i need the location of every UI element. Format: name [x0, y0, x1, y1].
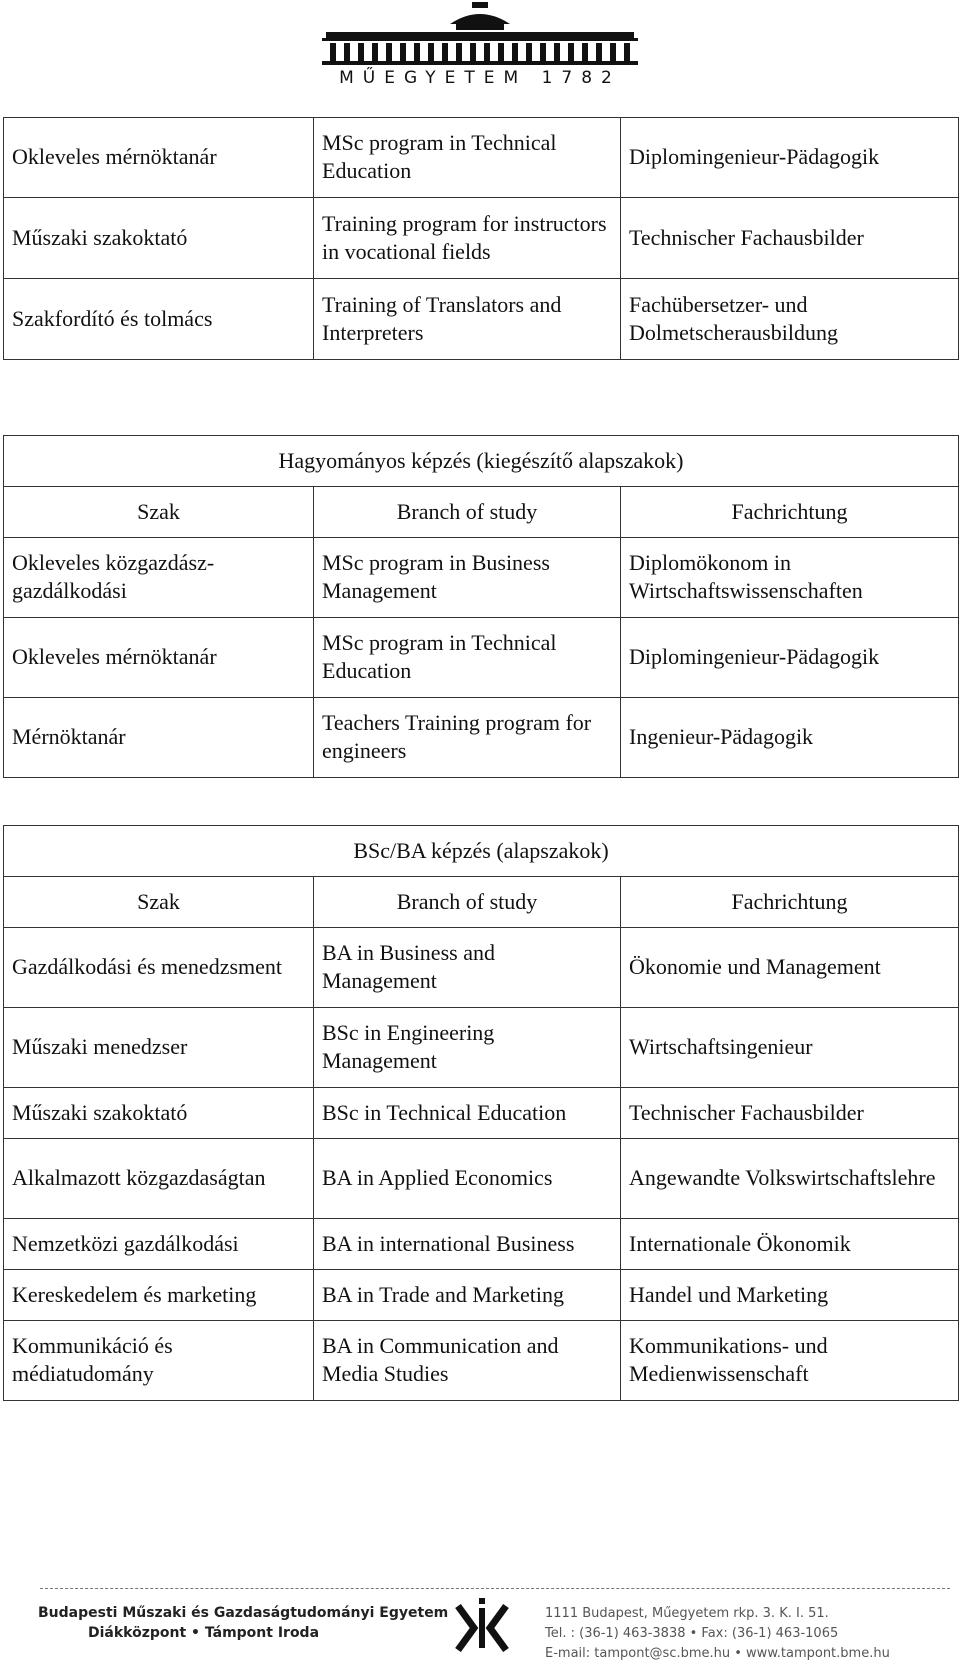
- header-fachrichtung: Fachrichtung: [621, 877, 959, 928]
- footer-contact: [545, 1604, 890, 1664]
- section-title: Hagyományos képzés (kiegészítő alapszakok): [4, 436, 959, 487]
- cell-branch: MSc program in Technical Education: [314, 618, 621, 698]
- cell-szak: Műszaki szakoktató: [4, 198, 314, 279]
- header-szak: Szak: [4, 487, 314, 538]
- header-branch: Branch of study: [314, 487, 621, 538]
- cell-szak: Alkalmazott közgazdaságtan: [4, 1139, 314, 1219]
- cell-fachrichtung: Diplomingenieur-Pädagogik: [621, 118, 959, 198]
- cell-fachrichtung: Ingenieur-Pädagogik: [621, 698, 959, 778]
- table-row: [4, 198, 959, 279]
- footer-university-name: Budapesti Műszaki és Gazdaságtudományi Egyetem: [38, 1605, 449, 1621]
- cell-fachrichtung: Handel und Marketing: [621, 1270, 959, 1321]
- cell-fachrichtung: Kommunikations- und Medienwissenschaft: [621, 1321, 959, 1401]
- cell-branch: BA in Trade and Marketing: [314, 1270, 621, 1321]
- cell-branch: BA in Communication and Media Studies: [314, 1321, 621, 1401]
- cell-szak: Mérnöktanár: [4, 698, 314, 778]
- footer-institution: [38, 1603, 448, 1643]
- cell-fachrichtung: Fachübersetzer- und Dolmetscherausbildung: [621, 279, 959, 360]
- cell-szak: Gazdálkodási és menedzsment: [4, 928, 314, 1008]
- cell-szak: Szakfordító és tolmács: [4, 279, 314, 360]
- footer-divider: [40, 1588, 950, 1589]
- cell-szak: Műszaki szakoktató: [4, 1088, 314, 1139]
- cell-fachrichtung: Technischer Fachausbilder: [621, 1088, 959, 1139]
- cell-branch: Teachers Training program for engineers: [314, 698, 621, 778]
- cell-szak: Nemzetközi gazdálkodási: [4, 1219, 314, 1270]
- header-szak: Szak: [4, 877, 314, 928]
- logo-wordmark: MŰEGYETEM 1782: [339, 68, 621, 88]
- table-title-row: [4, 436, 959, 487]
- cell-szak: Okleveles mérnöktanár: [4, 618, 314, 698]
- cell-branch: BSc in Engineering Management: [314, 1008, 621, 1088]
- cell-fachrichtung: Angewandte Volkswirtschaftslehre: [621, 1139, 959, 1219]
- header-branch: Branch of study: [314, 877, 621, 928]
- cell-branch: MSc program in Technical Education: [314, 118, 621, 198]
- cell-branch: BA in Applied Economics: [314, 1139, 621, 1219]
- footer-email-web: E-mail: tampont@sc.bme.hu • www.tampont.bme.hu: [545, 1646, 890, 1661]
- table-row: [4, 1139, 959, 1219]
- table-row: [4, 1219, 959, 1270]
- cell-fachrichtung: Technischer Fachausbilder: [621, 198, 959, 279]
- cell-fachrichtung: Internationale Ökonomik: [621, 1219, 959, 1270]
- cell-branch: BA in Business and Management: [314, 928, 621, 1008]
- programs-table-top: [3, 117, 959, 360]
- cell-fachrichtung: Ökonomie und Management: [621, 928, 959, 1008]
- cell-szak: Okleveles közgazdász-gazdálkodási: [4, 538, 314, 618]
- cell-branch: Training of Translators and Interpreters: [314, 279, 621, 360]
- table-row: [4, 698, 959, 778]
- table-header-row: [4, 487, 959, 538]
- bsc-ba-programs-table: [3, 825, 959, 1401]
- university-logo: [322, 2, 638, 86]
- cell-szak: Műszaki menedzser: [4, 1008, 314, 1088]
- table-row: [4, 618, 959, 698]
- table-row: [4, 928, 959, 1008]
- table-row: [4, 118, 959, 198]
- table-row: [4, 1008, 959, 1088]
- traditional-programs-table: [3, 435, 959, 778]
- footer-phone-fax: Tel. : (36-1) 463-3838 • Fax: (36-1) 463-1065: [545, 1626, 839, 1641]
- table-row: [4, 1270, 959, 1321]
- cell-branch: Training program for instructors in vocational fields: [314, 198, 621, 279]
- table-title-row: [4, 826, 959, 877]
- cell-szak: Okleveles mérnöktanár: [4, 118, 314, 198]
- cell-branch: MSc program in Business Management: [314, 538, 621, 618]
- section-title: BSc/BA képzés (alapszakok): [4, 826, 959, 877]
- cell-fachrichtung: Wirtschaftsingenieur: [621, 1008, 959, 1088]
- table-row: [4, 538, 959, 618]
- table-row: [4, 1088, 959, 1139]
- building-emblem-icon: [322, 2, 638, 66]
- table-row: [4, 1321, 959, 1401]
- footer-address: 1111 Budapest, Műegyetem rkp. 3. K. I. 51.: [545, 1606, 829, 1621]
- cell-szak: Kereskedelem és marketing: [4, 1270, 314, 1321]
- table-header-row: [4, 877, 959, 928]
- table-row: [4, 279, 959, 360]
- cell-branch: BA in international Business: [314, 1219, 621, 1270]
- cell-fachrichtung: Diplomökonom in Wirtschaftswissenschaften: [621, 538, 959, 618]
- cell-branch: BSc in Technical Education: [314, 1088, 621, 1139]
- footer-office-name: Diákközpont • Támpont Iroda: [88, 1625, 320, 1641]
- tampont-logo-icon: [450, 1598, 514, 1663]
- cell-szak: Kommunikáció és médiatudomány: [4, 1321, 314, 1401]
- cell-fachrichtung: Diplomingenieur-Pädagogik: [621, 618, 959, 698]
- header-fachrichtung: Fachrichtung: [621, 487, 959, 538]
